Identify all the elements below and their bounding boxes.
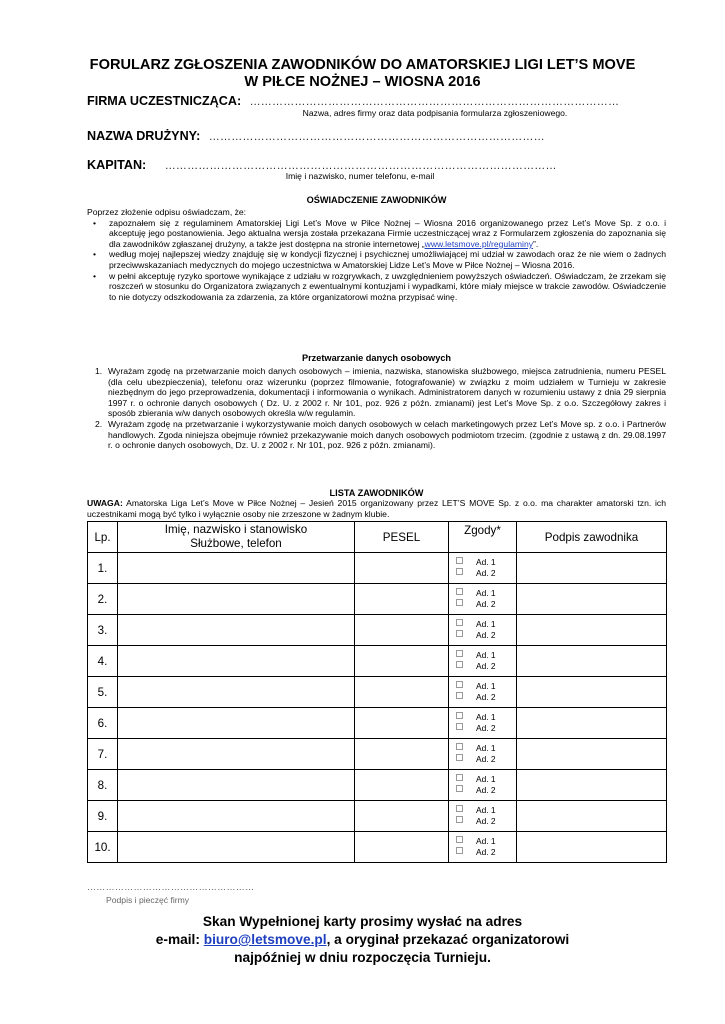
header-name: Imię, nazwisko i stanowisko Służbowe, telefon <box>118 522 355 553</box>
table-row <box>88 553 667 584</box>
company-note: Nazwa, adres firmy oraz data podpisania formularza zgłoszeniowego. <box>302 108 568 118</box>
consent-2-checkbox[interactable] <box>456 785 463 792</box>
consent-1-label: Ad. 1 <box>476 804 496 815</box>
player-pesel-cell[interactable] <box>355 615 449 646</box>
player-name-cell[interactable] <box>118 739 355 770</box>
consent-2-checkbox[interactable] <box>456 692 463 699</box>
footer-line1: Skan Wypełnionej karty prosimy wysłać na adres <box>202 914 523 929</box>
company-input-line[interactable]: ……………………………………………………………………………………… <box>249 96 620 108</box>
consent-1 <box>456 681 516 693</box>
consent-cell <box>449 553 517 584</box>
consent-1-label: Ad. 1 <box>476 711 496 722</box>
consent-cell <box>449 615 517 646</box>
consent-2-checkbox[interactable] <box>456 847 463 854</box>
team-field <box>87 127 587 145</box>
table-row <box>88 615 667 646</box>
player-pesel-cell[interactable] <box>355 708 449 739</box>
player-name-cell[interactable] <box>118 801 355 832</box>
players-table-body <box>88 553 667 863</box>
processing-body <box>95 366 666 451</box>
consent-1-label: Ad. 1 <box>476 773 496 784</box>
table-row <box>88 677 667 708</box>
statement-title: OŚWIADCZENIE ZAWODNIKÓW <box>306 195 447 205</box>
table-row <box>88 584 667 615</box>
consent-2-label: Ad. 2 <box>476 816 496 826</box>
consent-1-label: Ad. 1 <box>476 556 496 567</box>
row-number: 1. <box>88 553 118 584</box>
player-signature-cell[interactable] <box>517 832 667 863</box>
consent-2-label: Ad. 2 <box>476 630 496 640</box>
form-title <box>60 57 665 91</box>
consent-2-checkbox[interactable] <box>456 568 463 575</box>
player-pesel-cell[interactable] <box>355 832 449 863</box>
form-title-line1: FORULARZ ZGŁOSZENIA ZAWODNIKÓW DO AMATORSKIEJ LIGI LET’S MOVE <box>89 57 636 73</box>
consent-1-checkbox[interactable] <box>456 836 463 843</box>
player-signature-cell[interactable] <box>517 739 667 770</box>
team-input-line[interactable]: ……………………………………………………………………………… <box>208 131 545 143</box>
company-label: FIRMA UCZESTNICZĄCA: <box>87 94 242 108</box>
statement-body <box>87 207 666 302</box>
consent-1-checkbox[interactable] <box>456 712 463 719</box>
players-table-header <box>88 522 667 553</box>
header-consents: Zgody* <box>449 522 517 553</box>
player-name-cell[interactable] <box>118 646 355 677</box>
consent-cell <box>449 770 517 801</box>
consent-1 <box>456 805 516 817</box>
consent-2 <box>456 692 516 704</box>
row-number: 5. <box>88 677 118 708</box>
consent-1-checkbox[interactable] <box>456 650 463 657</box>
row-number: 7. <box>88 739 118 770</box>
consent-cell <box>449 584 517 615</box>
player-signature-cell[interactable] <box>517 615 667 646</box>
footer-line3: najpóźniej w dniu rozpoczęcia Turnieju. <box>234 950 491 965</box>
player-pesel-cell[interactable] <box>355 584 449 615</box>
consent-2-label: Ad. 2 <box>476 723 496 733</box>
processing-list <box>95 366 666 451</box>
table-row <box>88 708 667 739</box>
consent-2 <box>456 568 516 580</box>
email-link[interactable]: biuro@letsmove.pl <box>203 932 327 947</box>
consent-2-label: Ad. 2 <box>476 568 496 578</box>
consent-1-checkbox[interactable] <box>456 774 463 781</box>
consent-1 <box>456 712 516 724</box>
consent-1 <box>456 557 516 569</box>
consent-cell <box>449 739 517 770</box>
consent-2 <box>456 847 516 859</box>
consent-1-label: Ad. 1 <box>476 649 496 660</box>
consent-2-label: Ad. 2 <box>476 692 496 702</box>
header-lp: Lp. <box>88 522 118 553</box>
row-number: 3. <box>88 615 118 646</box>
row-number: 2. <box>88 584 118 615</box>
table-row <box>88 739 667 770</box>
player-pesel-cell[interactable] <box>355 739 449 770</box>
player-pesel-cell[interactable] <box>355 553 449 584</box>
consent-1 <box>456 588 516 600</box>
captain-note: Imię i nazwisko, numer telefonu, e-mail <box>285 171 435 181</box>
footer-line2: e-mail: biuro@letsmove.pl, a oryginał przekazać organizatorowi <box>155 932 570 947</box>
player-name-cell[interactable] <box>118 832 355 863</box>
player-signature-cell[interactable] <box>517 801 667 832</box>
consent-2 <box>456 785 516 797</box>
consent-1-checkbox[interactable] <box>456 588 463 595</box>
consent-1-label: Ad. 1 <box>476 742 496 753</box>
consent-2-label: Ad. 2 <box>476 785 496 795</box>
company-signature-line[interactable]: ……………………………………………… <box>87 882 255 892</box>
players-warning <box>87 498 666 519</box>
header-pesel: PESEL <box>355 522 449 553</box>
player-pesel-cell[interactable] <box>355 646 449 677</box>
player-name-cell[interactable] <box>118 615 355 646</box>
table-row <box>88 770 667 801</box>
row-number: 9. <box>88 801 118 832</box>
table-row <box>88 801 667 832</box>
captain-label: KAPITAN: <box>87 158 147 172</box>
captain-input-line[interactable]: …………………………………………………………………………………………… <box>164 160 557 172</box>
player-signature-cell[interactable] <box>517 584 667 615</box>
consent-1-checkbox[interactable] <box>456 805 463 812</box>
warning-text: Amatorska Liga Let’s Move w Piłce Nożnej – Jesień 2015 organizowany przez LET’S MOVE Sp. z o.o. ma charakter amatorski tzn. ich uczestnikami mogą być tylko i wyłącznie osoby nie zrzeszone w żadnym klubie. <box>87 498 666 519</box>
players-title: LISTA ZAWODNIKÓW <box>329 488 424 498</box>
statement-item-health: • według mojej najlepszej wiedzy znajduję się w kondycji fizycznej i psychicznej umożliwiającej mi udział w zawodach oraz że nie wiem o żadnych przeciwwskazaniach medycznych do mojego uczestnictwa w Amatorskiej Lidze Let’s Move w Piłce Nożnej – Wiosna 2016. <box>87 249 666 270</box>
consent-1 <box>456 650 516 662</box>
consent-2-label: Ad. 2 <box>476 599 496 609</box>
consent-1-label: Ad. 1 <box>476 618 496 629</box>
consent-cell <box>449 646 517 677</box>
player-signature-cell[interactable] <box>517 646 667 677</box>
footer-instructions <box>60 913 665 967</box>
players-table <box>87 521 667 863</box>
form-title-line2: W PIŁCE NOŻNEJ – WIOSNA 2016 <box>244 74 481 90</box>
consent-2-label: Ad. 2 <box>476 847 496 857</box>
consent-2 <box>456 630 516 642</box>
consent-1-checkbox[interactable] <box>456 557 463 564</box>
consent-1-checkbox[interactable] <box>456 681 463 688</box>
player-signature-cell[interactable] <box>517 708 667 739</box>
consent-2-label: Ad. 2 <box>476 661 496 671</box>
consent-1 <box>456 619 516 631</box>
consent-1 <box>456 774 516 786</box>
consent-2 <box>456 754 516 766</box>
consent-cell <box>449 832 517 863</box>
player-pesel-cell[interactable] <box>355 677 449 708</box>
warning-label: UWAGA: <box>87 498 123 508</box>
processing-item-1: 1. Wyrażam zgodę na przetwarzanie moich danych osobowych – imienia, nazwiska, stanowiska służbowego, miejsca zatrudnienia, numeru PESEL (dla celu ubezpieczenia), telefonu oraz wizerunku (poprzez filmowanie, fotografowanie) w związku z moim udziałem w Turnieju w zakresie niezbędnym do jego przeprowadzenia, dokumentacji i informowania o wynikach. Administratorem danych w rozumieniu ustawy z dnia 29 sierpnia 1997 r. o ochronie danych osobowych ( Dz. U. z 2002 r. Nr 101, poz. 926 z późn. zmianami) jest Let’s Move Sp. z o.o. Szczegółowy zakres i sposób zbierania w/w danych osobowych określa w/w regulamin. <box>95 366 666 419</box>
consent-2-checkbox[interactable] <box>456 630 463 637</box>
team-label: NAZWA DRUŻYNY: <box>87 129 201 143</box>
consent-cell <box>449 801 517 832</box>
consent-1-label: Ad. 1 <box>476 835 496 846</box>
consent-2-checkbox[interactable] <box>456 599 463 606</box>
player-signature-cell[interactable] <box>517 677 667 708</box>
header-signature: Podpis zawodnika <box>517 522 667 553</box>
player-name-cell[interactable] <box>118 553 355 584</box>
consent-1-label: Ad. 1 <box>476 680 496 691</box>
consent-2 <box>456 723 516 735</box>
consent-1-label: Ad. 1 <box>476 587 496 598</box>
consent-2 <box>456 816 516 828</box>
consent-2 <box>456 661 516 673</box>
regulations-link[interactable]: www.letsmove.pl/regulaminy <box>424 238 534 249</box>
player-name-cell[interactable] <box>118 584 355 615</box>
row-number: 8. <box>88 770 118 801</box>
player-name-cell[interactable] <box>118 770 355 801</box>
consent-cell <box>449 677 517 708</box>
consent-1 <box>456 743 516 755</box>
player-pesel-cell[interactable] <box>355 801 449 832</box>
row-number: 6. <box>88 708 118 739</box>
statement-list <box>87 218 666 303</box>
consent-1 <box>456 836 516 848</box>
player-signature-cell[interactable] <box>517 553 667 584</box>
statement-item-regulations: • zapoznałem się z regulaminem Amatorskiej Ligi Let’s Move w Piłce Nożnej – Wiosna 2016 organizowanego przez Let’s Move Sp. z o.o. i akceptuję jego postanowienia. Jego aktualna wersja została przekazana Firmie uczestniczącej wraz z Formularzem zgłoszenia do zapoznania się dla zawodników zgłaszanej drużyny, a także jest dostępna na stronie internetowej „www.letsmove.pl/regulaminy”. <box>87 218 666 250</box>
consent-2 <box>456 599 516 611</box>
company-signature-label: Podpis i pieczęć firmy <box>106 895 190 905</box>
player-pesel-cell[interactable] <box>355 770 449 801</box>
statement-intro: Poprzez złożenie odpisu oświadczam, że: <box>87 207 247 217</box>
table-row <box>88 646 667 677</box>
consent-1-checkbox[interactable] <box>456 619 463 626</box>
consent-1-checkbox[interactable] <box>456 743 463 750</box>
statement-item-risk: • w pełni akceptuję ryzyko sportowe wynikające z udziału w rozgrywkach, z uwzględnieniem powyższych oświadczeń. Oświadczam, że zrzekam się roszczeń w stosunku do Organizatora związanych z ewentualnymi kontuzjami i wypadkami, które miały miejsce w trakcie zawodów. Oświadczenie to nie dotyczy odszkodowania za zdarzenia, za które organizatorowi można przypisać winę. <box>87 271 666 303</box>
player-signature-cell[interactable] <box>517 770 667 801</box>
consent-2-label: Ad. 2 <box>476 754 496 764</box>
consent-2-checkbox[interactable] <box>456 816 463 823</box>
processing-title: Przetwarzanie danych osobowych <box>301 353 452 363</box>
row-number: 10. <box>88 832 118 863</box>
consent-2-checkbox[interactable] <box>456 661 463 668</box>
consent-cell <box>449 708 517 739</box>
consent-2-checkbox[interactable] <box>456 754 463 761</box>
player-name-cell[interactable] <box>118 708 355 739</box>
player-name-cell[interactable] <box>118 677 355 708</box>
consent-2-checkbox[interactable] <box>456 723 463 730</box>
table-row <box>88 832 667 863</box>
processing-item-2: 2. Wyrażam zgodę na przetwarzanie i wykorzystywanie moich danych osobowych w celach marketingowych przez Let’s Move sp. z o.o. i Partnerów handlowych. Zgoda niniejsza obejmuje również przekazywanie moich danych osobowych podmiotom trzecim. (zgodnie z ustawą z dn. 29.08.1997 r. o ochronie danych osobowych, Dz. U. z 2002 r. Nr 101, poz. 926 z późn. zmianami). <box>95 418 666 451</box>
row-number: 4. <box>88 646 118 677</box>
